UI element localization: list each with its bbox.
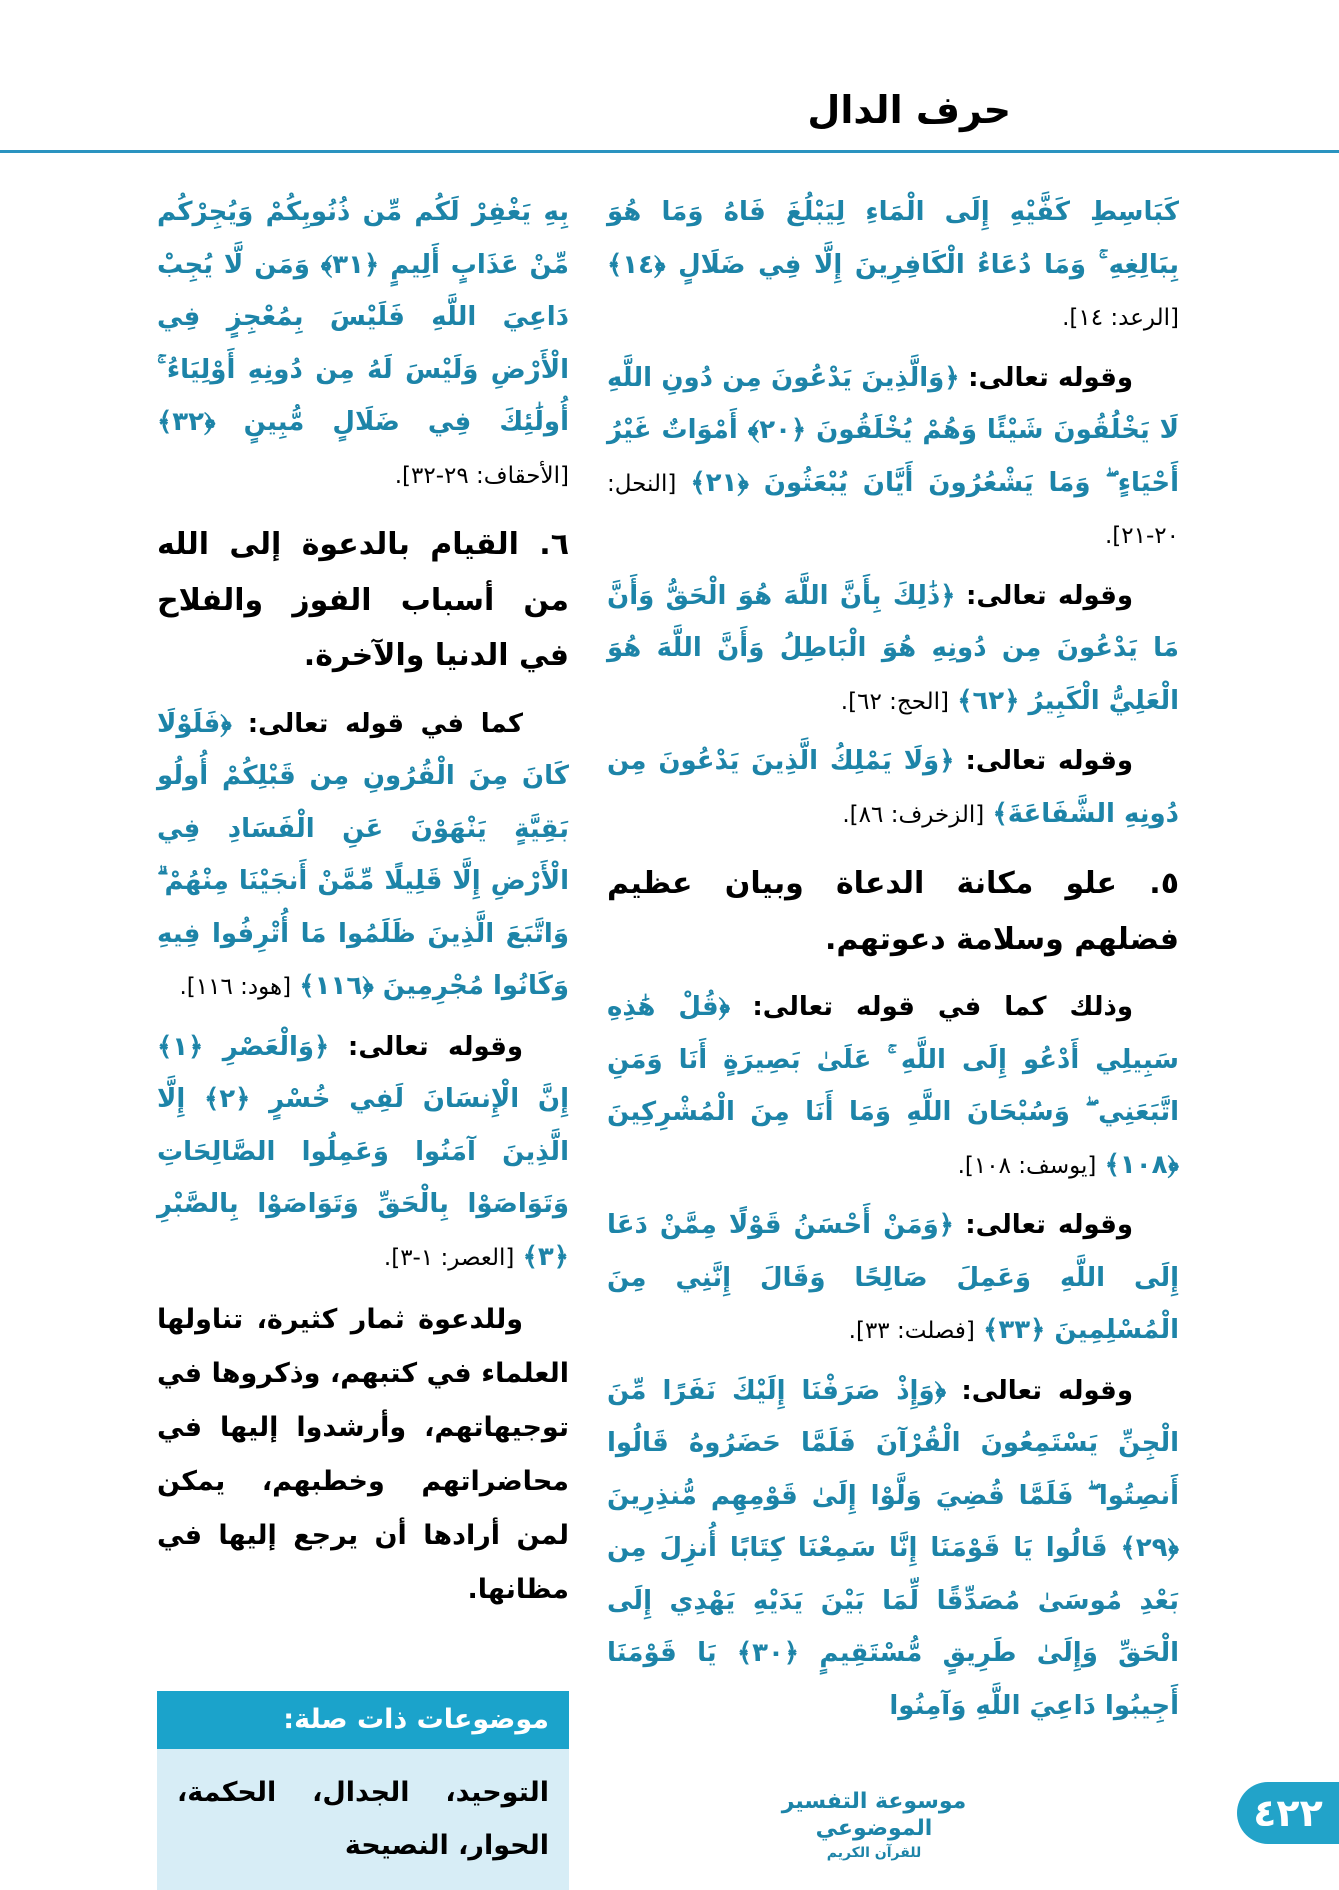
publisher-logo — [739, 1788, 1009, 1863]
header-divider-line — [0, 150, 1339, 153]
quran-text: كَبَاسِطِ كَفَّيْهِ إِلَى الْمَاءِ لِيَبْلُغَ فَاهُ وَمَا هُوَ بِبَالِغِهِ ۚ وَمَا دُعَاءُ الْكَافِرِينَ إِلَّا فِي ضَلَالٍ ﴿١٤﴾ — [607, 197, 1179, 280]
verse-reference: [العصر: ١-٣]. — [383, 1244, 515, 1271]
quran-text: ﴿وَإِذْ صَرَفْنَا إِلَيْكَ نَفَرًا مِّنَ الْجِنِّ يَسْتَمِعُونَ الْقُرْآنَ فَلَمَّا حَضَرُوهُ قَالُوا أَنصِتُوا ۖ فَلَمَّا قُضِيَ وَلَّوْا إِلَىٰ قَوْمِهِم مُّنذِرِينَ ﴿٢٩﴾ قَالُوا يَا قَوْمَنَا إِنَّا سَمِعْنَا كِتَابًا أُنزِلَ مِن بَعْدِ مُوسَىٰ مُصَدِّقًا لِّمَا بَيْنَ يَدَيْهِ يَهْدِي إِلَى الْحَقِّ وَإِلَىٰ طَرِيقٍ مُّسْتَقِيمٍ ﴿٣٠﴾ يَا قَوْمَنَا أَجِيبُوا دَاعِيَ اللَّهِ وَآمِنُوا — [607, 1375, 1179, 1721]
verse-paragraph — [607, 186, 1179, 344]
verse-paragraph — [607, 981, 1179, 1191]
quran-text: ﴿وَمَنْ أَحْسَنُ قَوْلًا مِمَّنْ دَعَا إِلَى اللَّهِ وَعَمِلَ صَالِحًا وَقَالَ إِنَّنِي مِنَ الْمُسْلِمِينَ ﴿٣٣﴾ — [607, 1210, 1179, 1346]
verse-paragraph — [157, 186, 569, 501]
speech-intro: وقوله تعالى: — [968, 362, 1134, 393]
speech-intro: وقوله تعالى: — [961, 1375, 1133, 1406]
speech-intro: كما في قوله تعالى: — [247, 708, 524, 739]
verse-paragraph — [607, 1199, 1179, 1357]
verse-reference: [الرعد: ١٤]. — [1062, 305, 1179, 332]
verse-reference: [الحج: ٦٢]. — [840, 688, 949, 715]
commentary-paragraph: وللدعوة ثمار كثيرة، تناولها العلماء في كتبهم، وذكروها في توجيهاتهم، وأرشدوا إليها في محاضراتهم وخطبهم، يمكن لمن أرادها أن يرجع إليها في مظانها. — [157, 1304, 569, 1606]
verse-paragraph — [157, 1021, 569, 1284]
right-column — [607, 186, 1179, 1740]
verse-reference: [الأحقاف: ٢٩-٣٢]. — [394, 462, 569, 489]
quran-text: ﴿ذَٰلِكَ بِأَنَّ اللَّهَ هُوَ الْحَقُّ وَأَنَّ مَا يَدْعُونَ مِن دُونِهِ هُوَ الْبَاطِلُ وَأَنَّ اللَّهَ هُوَ الْعَلِيُّ الْكَبِيرُ ﴿٦٢﴾ — [607, 580, 1179, 716]
verse-reference: [الزخرف: ٨٦]. — [842, 801, 985, 828]
logo-subtitle: للقرآن الكريم — [826, 1844, 922, 1861]
speech-intro: وقوله تعالى: — [347, 1031, 524, 1062]
verse-paragraph — [607, 735, 1179, 840]
logo-title: موسوعة التفسير الموضوعي — [781, 1788, 967, 1841]
quran-text: ﴿قُلْ هَٰذِهِ سَبِيلِي أَدْعُو إِلَى اللَّهِ ۚ عَلَىٰ بَصِيرَةٍ أَنَا وَمَنِ اتَّبَعَنِي ۖ وَسُبْحَانَ اللَّهِ وَمَا أَنَا مِنَ الْمُشْرِكِينَ ﴿١٠٨﴾ — [607, 992, 1179, 1180]
verse-paragraph — [607, 570, 1179, 728]
verse-reference: [يوسف: ١٠٨]. — [957, 1152, 1097, 1179]
section-heading-6: ٦. القيام بالدعوة إلى الله من أسباب الفوز والفلاح في الدنيا والآخرة. — [157, 527, 569, 674]
quran-text: بِهِ يَغْفِرْ لَكُم مِّن ذُنُوبِكُمْ وَيُجِرْكُم مِّنْ عَذَابٍ أَلِيمٍ ﴿٣١﴾ وَمَن لَّا يُجِبْ دَاعِيَ اللَّهِ فَلَيْسَ بِمُعْجِزٍ فِي الْأَرْضِ وَلَيْسَ لَهُ مِن دُونِهِ أَوْلِيَاءُ ۚ أُولَٰئِكَ فِي ضَلَالٍ مُّبِينٍ ﴿٣٢﴾ — [157, 197, 569, 438]
speech-intro: وقوله تعالى: — [965, 1210, 1133, 1241]
verse-reference: [النحل: ٢٠-٢١]. — [607, 470, 1179, 550]
related-topics-list: التوحيد، الجدال، الحكمة، الحوار، النصيحة — [157, 1749, 569, 1890]
left-column — [157, 186, 569, 1890]
section-heading-5: ٥. علو مكانة الدعاة وبيان عظيم فضلهم وسلامة دعوتهم. — [607, 866, 1179, 957]
speech-intro: وقوله تعالى: — [965, 746, 1134, 777]
chapter-header: حرف الدال — [807, 88, 1011, 132]
verse-paragraph — [157, 698, 569, 1013]
quran-text: ﴿وَالَّذِينَ يَدْعُونَ مِن دُونِ اللَّهِ لَا يَخْلُقُونَ شَيْئًا وَهُمْ يُخْلَقُونَ ﴿٢٠﴾ أَمْوَاتٌ غَيْرُ أَحْيَاءٍ ۖ وَمَا يَشْعُرُونَ أَيَّانَ يُبْعَثُونَ ﴿٢١﴾ — [607, 362, 1180, 498]
quran-text: ﴿فَلَوْلَا كَانَ مِنَ الْقُرُونِ مِن قَبْلِكُمْ أُولُو بَقِيَّةٍ يَنْهَوْنَ عَنِ الْفَسَادِ فِي الْأَرْضِ إِلَّا قَلِيلًا مِّمَّنْ أَنجَيْنَا مِنْهُمْ ۗ وَاتَّبَعَ الَّذِينَ ظَلَمُوا مَا أُتْرِفُوا فِيهِ وَكَانُوا مُجْرِمِينَ ﴿١١٦﴾ — [157, 708, 569, 1002]
speech-intro: وذلك كما في قوله تعالى: — [752, 992, 1134, 1023]
page-number-badge: ٤٢٢ — [1237, 1782, 1339, 1844]
verse-reference: [هود: ١١٦]. — [179, 974, 292, 1001]
verse-paragraph — [607, 1365, 1179, 1733]
quran-text: ﴿وَلَا يَمْلِكُ الَّذِينَ يَدْعُونَ مِن دُونِهِ الشَّفَاعَةَ﴾ — [607, 746, 1179, 829]
related-topics-title: موضوعات ذات صلة: — [157, 1691, 569, 1749]
quran-text: ﴿وَالْعَصْرِ ﴿١﴾ إِنَّ الْإِنسَانَ لَفِي خُسْرٍ ﴿٢﴾ إِلَّا الَّذِينَ آمَنُوا وَعَمِلُوا الصَّالِحَاتِ وَتَوَاصَوْا بِالْحَقِّ وَتَوَاصَوْا بِالصَّبْرِ ﴿٣﴾ — [157, 1031, 570, 1272]
verse-reference: [فصلت: ٣٣]. — [848, 1318, 975, 1345]
speech-intro: وقوله تعالى: — [965, 580, 1133, 611]
verse-paragraph — [607, 352, 1179, 562]
two-column-text-area — [157, 186, 1179, 1890]
related-topics-box — [157, 1691, 569, 1890]
